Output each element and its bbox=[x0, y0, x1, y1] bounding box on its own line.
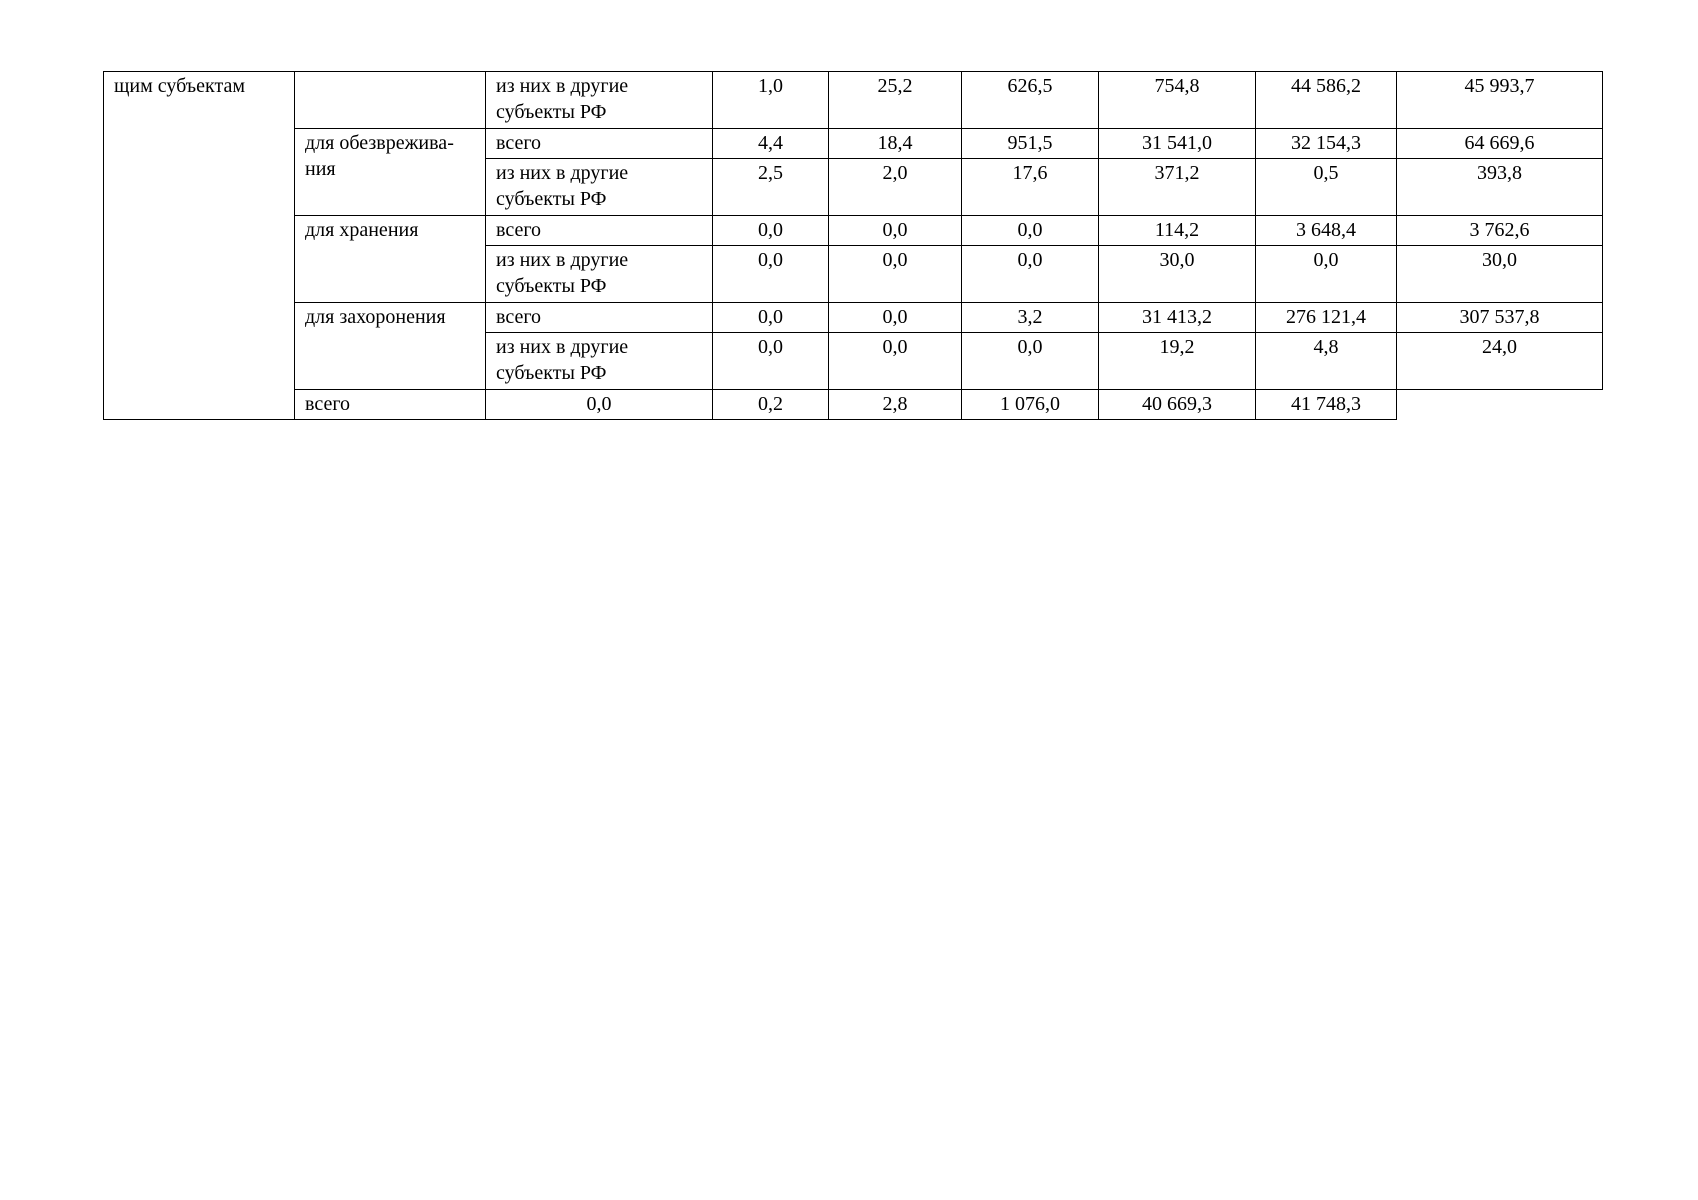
subgroup-label-burial: для захоронения bbox=[295, 303, 486, 390]
cell-value: 1 076,0 bbox=[962, 390, 1099, 420]
cell-value: 30,0 bbox=[1397, 246, 1603, 303]
cell-value: 0,5 bbox=[1256, 159, 1397, 216]
cell-value: 0,0 bbox=[829, 303, 962, 333]
cell-value: 0,0 bbox=[713, 246, 829, 303]
cell-value: 17,6 bbox=[962, 159, 1099, 216]
cell-value: 393,8 bbox=[1397, 159, 1603, 216]
row-kind: из них в другие субъекты РФ bbox=[486, 159, 713, 216]
cell-value: 45 993,7 bbox=[1397, 72, 1603, 129]
section-label-transfer-other: щим субъектам bbox=[104, 72, 295, 420]
cell-value: 371,2 bbox=[1099, 159, 1256, 216]
waste-statistics-table bbox=[103, 71, 1603, 420]
row-kind: из них в другие субъекты РФ bbox=[486, 333, 713, 390]
cell-value: 0,0 bbox=[829, 333, 962, 390]
cell-value: 0,0 bbox=[962, 333, 1099, 390]
cell-value: 31 541,0 bbox=[1099, 129, 1256, 159]
cell-value: 0,0 bbox=[713, 333, 829, 390]
cell-value: 24,0 bbox=[1397, 333, 1603, 390]
cell-value: 754,8 bbox=[1099, 72, 1256, 129]
cell-value: 25,2 bbox=[829, 72, 962, 129]
cell-value: 0,0 bbox=[829, 246, 962, 303]
cell-value: 2,5 bbox=[713, 159, 829, 216]
cell-value: 0,0 bbox=[486, 390, 713, 420]
cell-value: 3 648,4 bbox=[1256, 216, 1397, 246]
cell-value: 41 748,3 bbox=[1256, 390, 1397, 420]
cell-value: 3,2 bbox=[962, 303, 1099, 333]
table-row bbox=[104, 303, 1603, 333]
cell-value: 4,8 bbox=[1256, 333, 1397, 390]
cell-value: 0,0 bbox=[962, 246, 1099, 303]
cell-value: 3 762,6 bbox=[1397, 216, 1603, 246]
table-row bbox=[104, 390, 1603, 420]
cell-value: 64 669,6 bbox=[1397, 129, 1603, 159]
cell-value: 18,4 bbox=[829, 129, 962, 159]
row-kind: всего bbox=[486, 216, 713, 246]
row-kind: из них в другие субъекты РФ bbox=[486, 72, 713, 129]
cell-value: 0,2 bbox=[713, 390, 829, 420]
cell-value: 2,8 bbox=[829, 390, 962, 420]
cell-value: 40 669,3 bbox=[1099, 390, 1256, 420]
cell-value: 2,0 bbox=[829, 159, 962, 216]
row-kind: всего bbox=[295, 390, 486, 420]
cell-value: 1,0 bbox=[713, 72, 829, 129]
cell-value: 0,0 bbox=[962, 216, 1099, 246]
cell-value: 30,0 bbox=[1099, 246, 1256, 303]
row-kind: из них в другие субъекты РФ bbox=[486, 246, 713, 303]
cell-value: 44 586,2 bbox=[1256, 72, 1397, 129]
row-kind: всего bbox=[486, 129, 713, 159]
table-row bbox=[104, 72, 1603, 129]
row-kind: всего bbox=[486, 303, 713, 333]
cell-value: 0,0 bbox=[713, 303, 829, 333]
table-row bbox=[104, 129, 1603, 159]
cell-value: 32 154,3 bbox=[1256, 129, 1397, 159]
cell-value: 626,5 bbox=[962, 72, 1099, 129]
cell-value: 4,4 bbox=[713, 129, 829, 159]
table-row bbox=[104, 216, 1603, 246]
cell-value: 307 537,8 bbox=[1397, 303, 1603, 333]
cell-value: 951,5 bbox=[962, 129, 1099, 159]
cell-value: 276 121,4 bbox=[1256, 303, 1397, 333]
cell-value: 0,0 bbox=[829, 216, 962, 246]
cell-value: 0,0 bbox=[1256, 246, 1397, 303]
cell-value: 0,0 bbox=[713, 216, 829, 246]
subgroup-label-storage: для хранения bbox=[295, 216, 486, 303]
subgroup-label-empty bbox=[295, 72, 486, 129]
cell-value: 19,2 bbox=[1099, 333, 1256, 390]
subgroup-label-neutralization: для обезврежива-ния bbox=[295, 129, 486, 216]
cell-value: 31 413,2 bbox=[1099, 303, 1256, 333]
cell-value: 114,2 bbox=[1099, 216, 1256, 246]
